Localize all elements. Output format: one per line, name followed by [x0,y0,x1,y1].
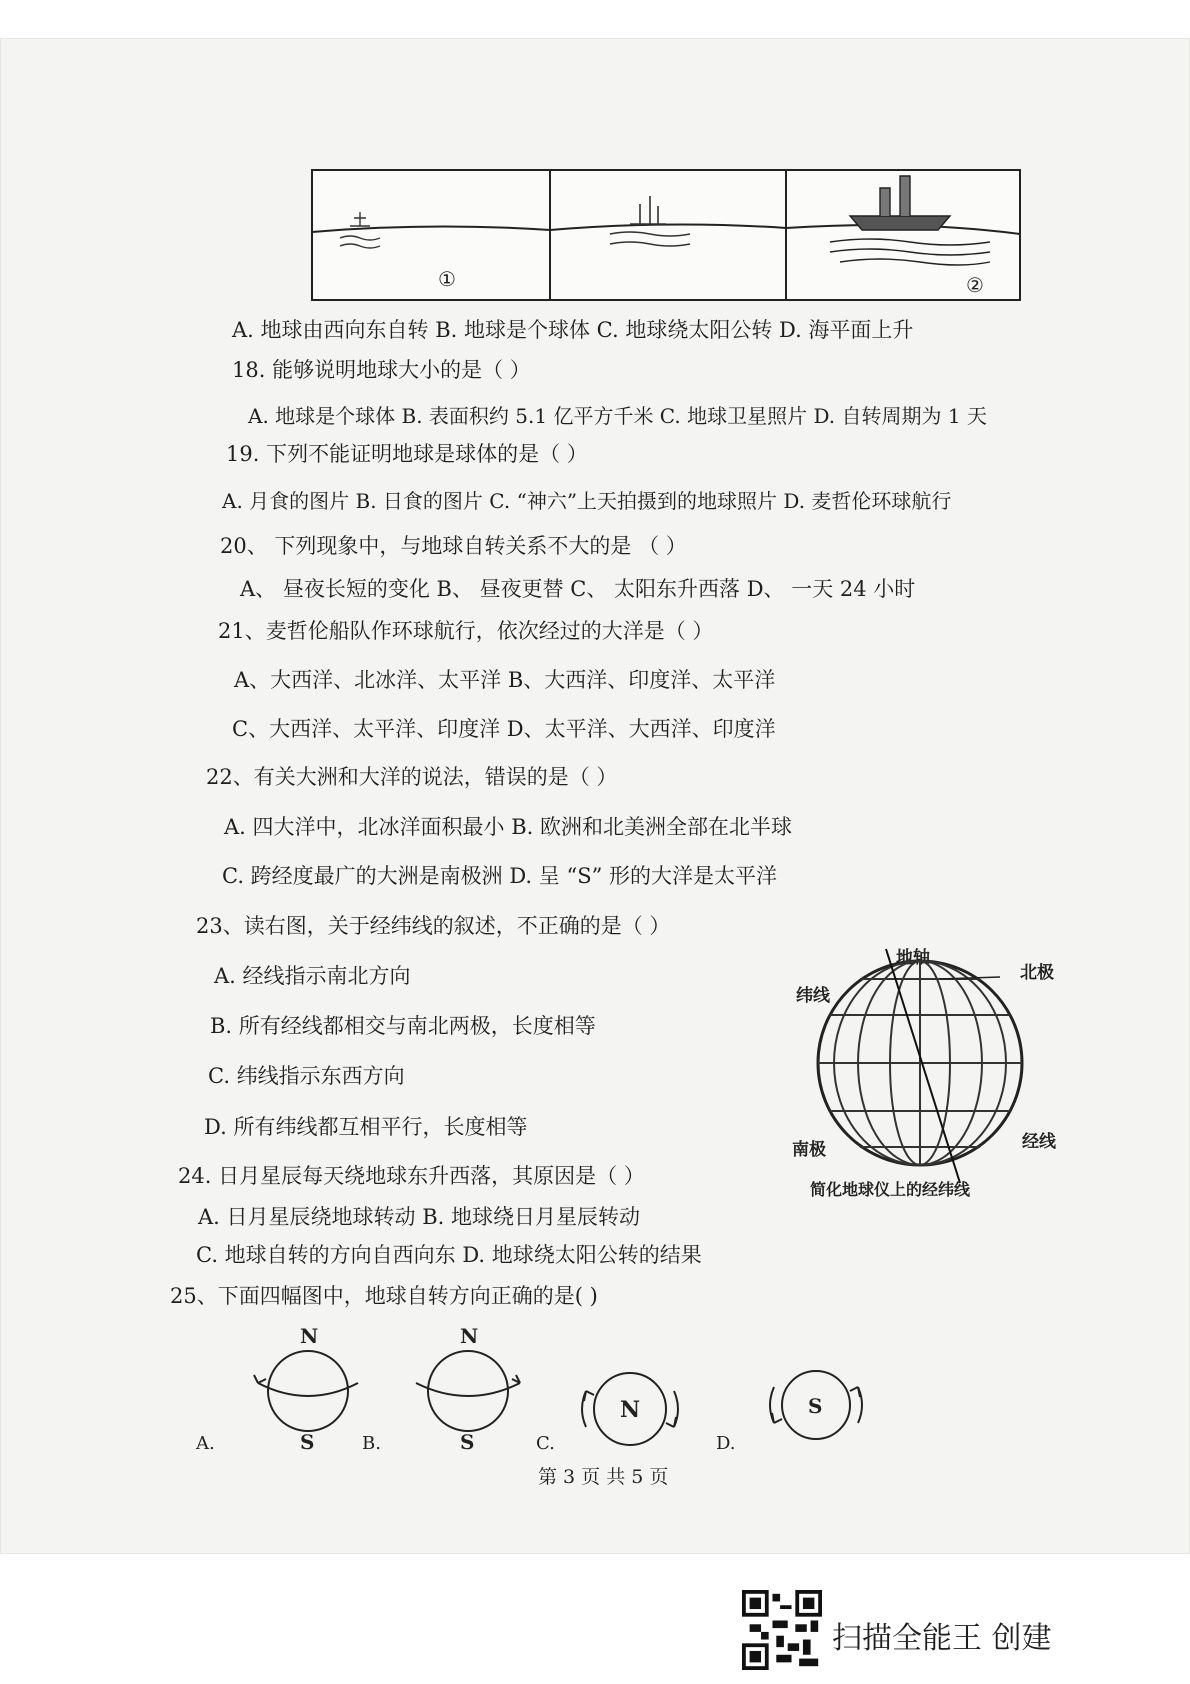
north-pole-label: 北极 [1020,963,1054,983]
north-label-c: N [620,1397,641,1423]
q20-stem: 20、 下列现象中，与地球自转关系不大的是 （ ） [220,534,687,558]
q17-options: A. 地球由西向东自转 B. 地球是个球体 C. 地球绕太阳公转 D. 海平面上升 [232,318,914,342]
q20-options: A、 昼夜长短的变化 B、 昼夜更替 C、 太阳东升西落 D、 一天 24 小时 [240,577,916,601]
south-label-a: S [300,1430,315,1454]
longitude-label: 经线 [1022,1132,1056,1152]
option-d-label: D. [716,1433,736,1454]
page-footer: 第 3 页 共 5 页 [538,1466,669,1488]
option-c-label: C. [536,1433,555,1454]
q23-option-d: D. 所有纬线都互相平行，长度相等 [204,1115,528,1139]
q21-options-2: C、大西洋、太平洋、印度洋 D、太平洋、大西洋、印度洋 [232,717,776,741]
q21-options-1: A、大西洋、北冰洋、太平洋 B、大西洋、印度洋、太平洋 [234,668,776,692]
scanner-watermark: 扫描全能王 创建 [832,1621,1052,1656]
q23-option-c: C. 纬线指示东西方向 [208,1064,405,1088]
option-a-label: A. [196,1433,215,1454]
globe-diagram [790,945,1056,1200]
arrow-right-icon [512,1375,520,1383]
north-label-a: N [300,1324,319,1348]
q18-stem: 18. 能够说明地球大小的是（ ） [232,358,531,382]
south-label-d: S [808,1394,823,1418]
q22-options-1: A. 四大洋中，北冰洋面积最小 B. 欧洲和北美洲全部在北半球 [224,815,792,839]
q19-options: A. 月食的图片 B. 日食的图片 C. “神六”上天拍摄到的地球照片 D. 麦哲伦环球航行 [222,489,952,513]
q18-options: A. 地球是个球体 B. 表面积约 5.1 亿平方千米 C. 地球卫星照片 D. 自转周期为 1 天 [248,404,987,428]
north-label-b: N [460,1324,479,1348]
south-pole-label: 南极 [792,1140,826,1160]
q24-options-2: C. 地球自转的方向自西向东 D. 地球绕太阳公转的结果 [196,1243,702,1267]
axis-label: 地轴 [896,948,930,968]
ship-horizon-diagram [310,168,1022,302]
panel-label-1: ① [438,267,456,291]
q24-options-1: A. 日月星辰绕地球转动 B. 地球绕日月星辰转动 [198,1205,640,1229]
q23-option-a: A. 经线指示南北方向 [214,964,411,988]
qr-code-icon [742,1590,822,1670]
south-label-b: S [460,1430,475,1454]
q22-options-2: C. 跨经度最广的大洲是南极洲 D. 呈 “S” 形的大洋是太平洋 [222,864,777,888]
q22-stem: 22、有关大洲和大洋的说法，错误的是（ ） [206,765,618,789]
q24-stem: 24. 日月星辰每天绕地球东升西落，其原因是（ ） [178,1164,645,1188]
arrow-left-icon [254,1375,266,1383]
option-b-label: B. [362,1433,381,1454]
latitude-label: 纬线 [796,986,830,1006]
q23-option-b: B. 所有经线都相交与南北两极，长度相等 [210,1014,596,1038]
q21-stem: 21、麦哲伦船队作环球航行，依次经过的大洋是（ ） [218,619,714,643]
q25-stem: 25、下面四幅图中，地球自转方向正确的是( ) [170,1284,598,1308]
q19-stem: 19. 下列不能证明地球是球体的是（ ） [226,442,588,466]
panel-label-2: ② [966,273,984,297]
q23-stem: 23、读右图，关于经纬线的叙述，不正确的是（ ） [196,914,671,938]
rotation-diagrams [196,1325,916,1455]
globe-caption: 简化地球仪上的经纬线 [810,1180,971,1199]
